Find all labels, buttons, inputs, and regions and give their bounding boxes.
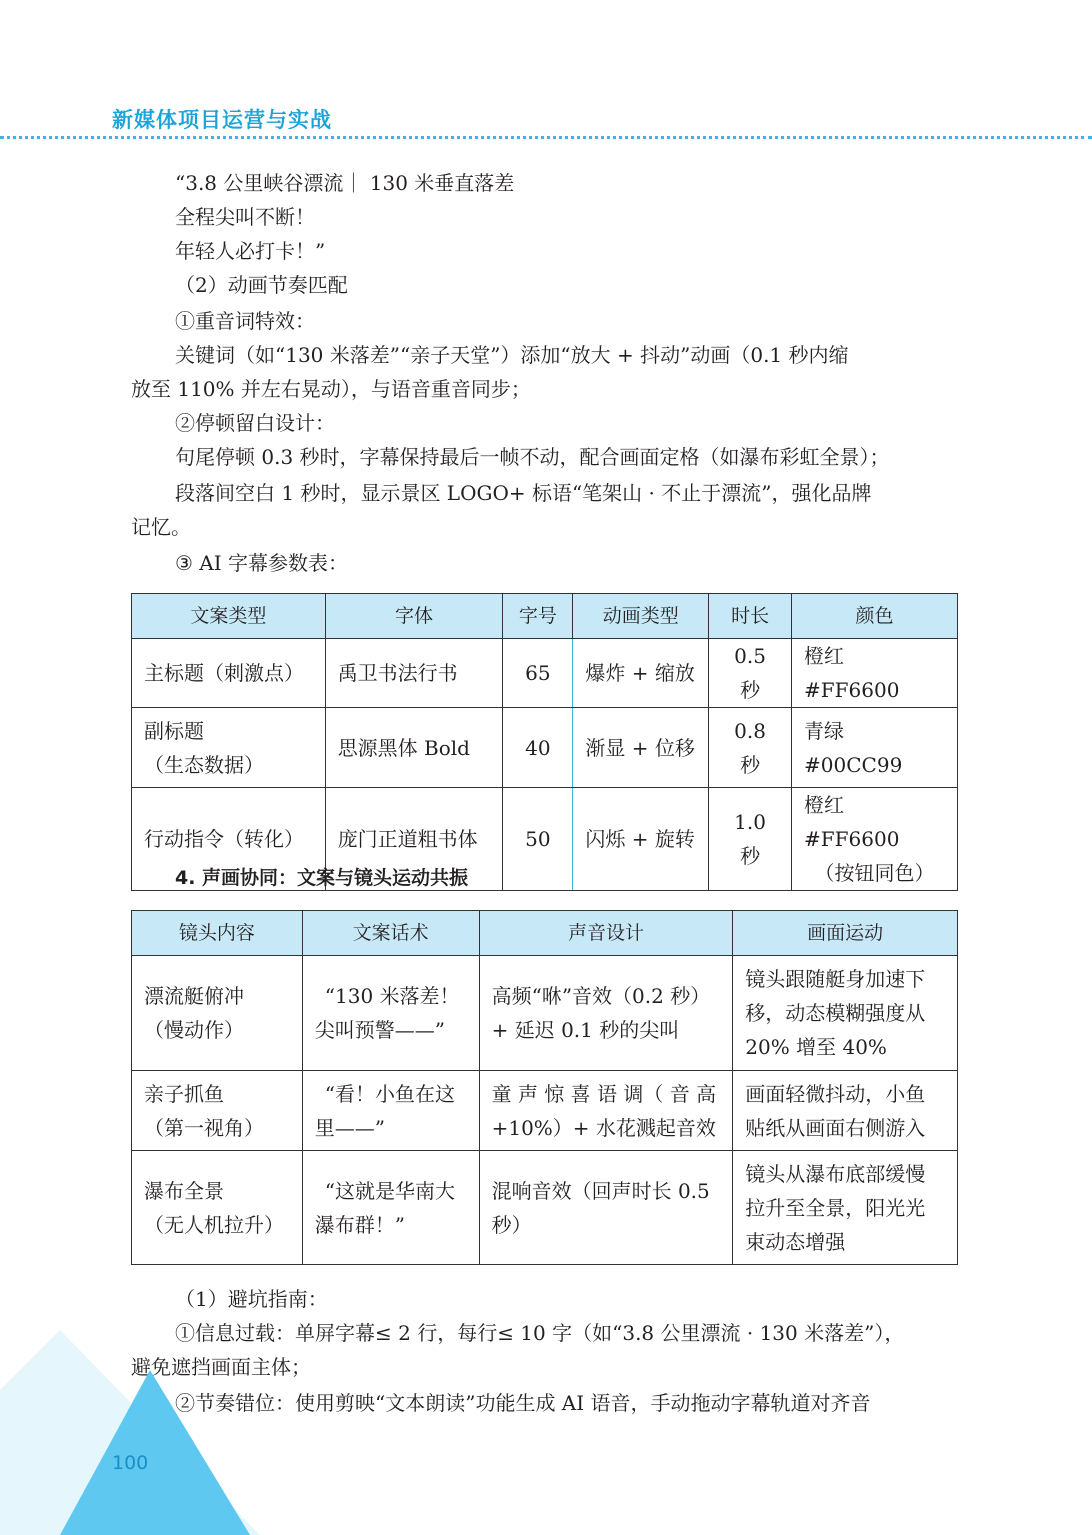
table-header-cell: 文案类型 [132,594,326,639]
subheading: （1）避坑指南： [175,1287,328,1311]
body-line: 关键词（如“130 米落差”“亲子天堂”）添加“放大 + 抖动”动画（0.1 秒内缩 [175,343,849,367]
table-cell: 主标题（刺激点） [132,639,326,708]
body-line: 全程尖叫不断！ [175,205,315,229]
table-cell [132,1151,303,1265]
table-header-cell: 画面运动 [733,911,958,956]
table-header-cell: 字体 [325,594,503,639]
cell-line: 瀑布群！” [314,1212,406,1237]
table-header-cell: 文案话术 [302,911,479,956]
cell-line: （按钮同色） [814,861,935,885]
table-row [132,956,958,1071]
cell-line: （无人机拉升） [144,1212,284,1237]
audio-visual-sync-table [131,910,958,1265]
body-line: “3.8 公里峡谷漂流｜ 130 米垂直落差 [175,171,515,195]
cell-line: +10%）+ 水花溅起音效 [491,1115,716,1140]
body-line: 段落间空白 1 秒时，显示景区 LOGO+ 标语“笔架山 · 不止于漂流”，强化品牌 [175,481,872,505]
table-header-cell: 字号 [503,594,573,639]
body-line: 避免遮挡画面主体； [131,1355,311,1379]
cell-line: 镜头从瀑布底部缓慢 [745,1161,926,1186]
table-cell [479,956,733,1071]
table-header-cell: 时长 [709,594,792,639]
table-cell: 50 [503,788,573,891]
table-cell: 1.0 秒 [709,788,792,891]
cell-line: + 延迟 0.1 秒的尖叫 [491,1018,680,1042]
table-cell: 爆炸 + 缩放 [573,639,709,708]
cell-line: 混响音效（回声时长 0.5 [491,1178,710,1203]
table-cell: 渐显 + 位移 [573,708,709,788]
footer-corner-decoration [0,1330,260,1535]
table-cell: 庞门正道粗书体 [325,788,503,891]
cell-line: 画面轻微抖动，小鱼 [745,1081,926,1106]
body-line: ②停顿留白设计： [175,411,335,435]
cell-line: 亲子抓鱼 [144,1081,224,1106]
table-cell: 0.8 秒 [709,708,792,788]
table-cell [132,708,326,788]
body-line: ①重音词特效： [175,309,315,333]
body-line: ②节奏错位：使用剪映“文本朗读”功能生成 AI 语音，手动拖动字幕轨道对齐音 [175,1391,871,1415]
table-header-cell: 声音设计 [479,911,733,956]
table-row [132,1071,958,1151]
cell-line: “这就是华南大 [324,1178,456,1203]
body-line: ①信息过载：单屏字幕≤ 2 行，每行≤ 10 字（如“3.8 公里漂流 · 130 米落差”）， [175,1321,905,1345]
table-cell [132,1071,303,1151]
table-cell: 青绿 #00CC99 [792,708,958,788]
cell-line: 镜头跟随艇身加速下 [745,967,926,991]
cell-line: 瀑布全景 [144,1178,224,1203]
header-dotted-rule [0,136,1092,139]
cell-line: 橙红 #FF6600 [804,793,900,851]
table-cell [302,1151,479,1265]
cell-line: 里——” [314,1115,386,1140]
body-line: 句尾停顿 0.3 秒时，字幕保持最后一帧不动，配合画面定格（如瀑布彩虹全景）； [175,445,890,469]
table-row [132,639,958,708]
cell-line: 拉升至全景，阳光光 [745,1195,926,1220]
cell-line: （第一视角） [144,1115,264,1140]
body-line: 年轻人必打卡！” [175,239,326,263]
cell-line: 移，动态模糊强度从 [745,1001,926,1025]
cell-line: 尖叫预警——” [314,1018,446,1042]
table-cell: 闪烁 + 旋转 [573,788,709,891]
table-header-cell: 颜色 [792,594,958,639]
table-cell [302,956,479,1071]
cell-line: 高频“咻”音效（0.2 秒） [491,984,711,1008]
ai-subtitle-param-table [131,593,958,891]
table-row [132,708,958,788]
table-cell: 思源黑体 Bold [325,708,503,788]
section-heading: 4. 声画协同：文案与镜头运动共振 [175,867,469,889]
cell-line: 20% 增至 40% [745,1035,887,1059]
body-line: ③ AI 字幕参数表： [175,551,348,575]
cell-line: 童 声 惊 喜 语 调（ 音 高 [491,1081,717,1106]
body-line: 记忆。 [131,515,191,539]
cell-line: （慢动作） [144,1018,244,1042]
table-cell: 橙红 #FF6600 [792,639,958,708]
cell-line: （生态数据） [144,752,264,777]
table-header-cell: 镜头内容 [132,911,303,956]
running-header-title: 新媒体项目运营与实战 [112,108,332,132]
table-cell [302,1071,479,1151]
cell-line: “130 米落差！ [324,984,460,1008]
table-cell [479,1151,733,1265]
table-cell: 65 [503,639,573,708]
table-cell [792,788,958,891]
cell-line: “看！小鱼在这 [324,1081,456,1106]
cell-line: 束动态增强 [745,1229,846,1254]
table-cell [733,956,958,1071]
table-cell [733,1151,958,1265]
table-cell: 0.5 秒 [709,639,792,708]
table-cell: 40 [503,708,573,788]
subheading: （2）动画节奏匹配 [175,273,348,297]
table-row [132,1151,958,1265]
table-cell [733,1071,958,1151]
cell-line: 秒） [491,1212,532,1237]
table-header-cell: 动画类型 [573,594,709,639]
table-cell: 禹卫书法行书 [325,639,503,708]
page-number: 100 [112,1452,149,1474]
body-line: 放至 110% 并左右晃动），与语音重音同步； [131,377,531,401]
table-cell [479,1071,733,1151]
table-cell: 行动指令（转化） [132,788,326,891]
cell-line: 漂流艇俯冲 [144,984,244,1008]
table-cell [132,956,303,1071]
cell-line: 副标题 [144,718,204,743]
cell-line: 贴纸从画面右侧游入 [745,1115,926,1140]
